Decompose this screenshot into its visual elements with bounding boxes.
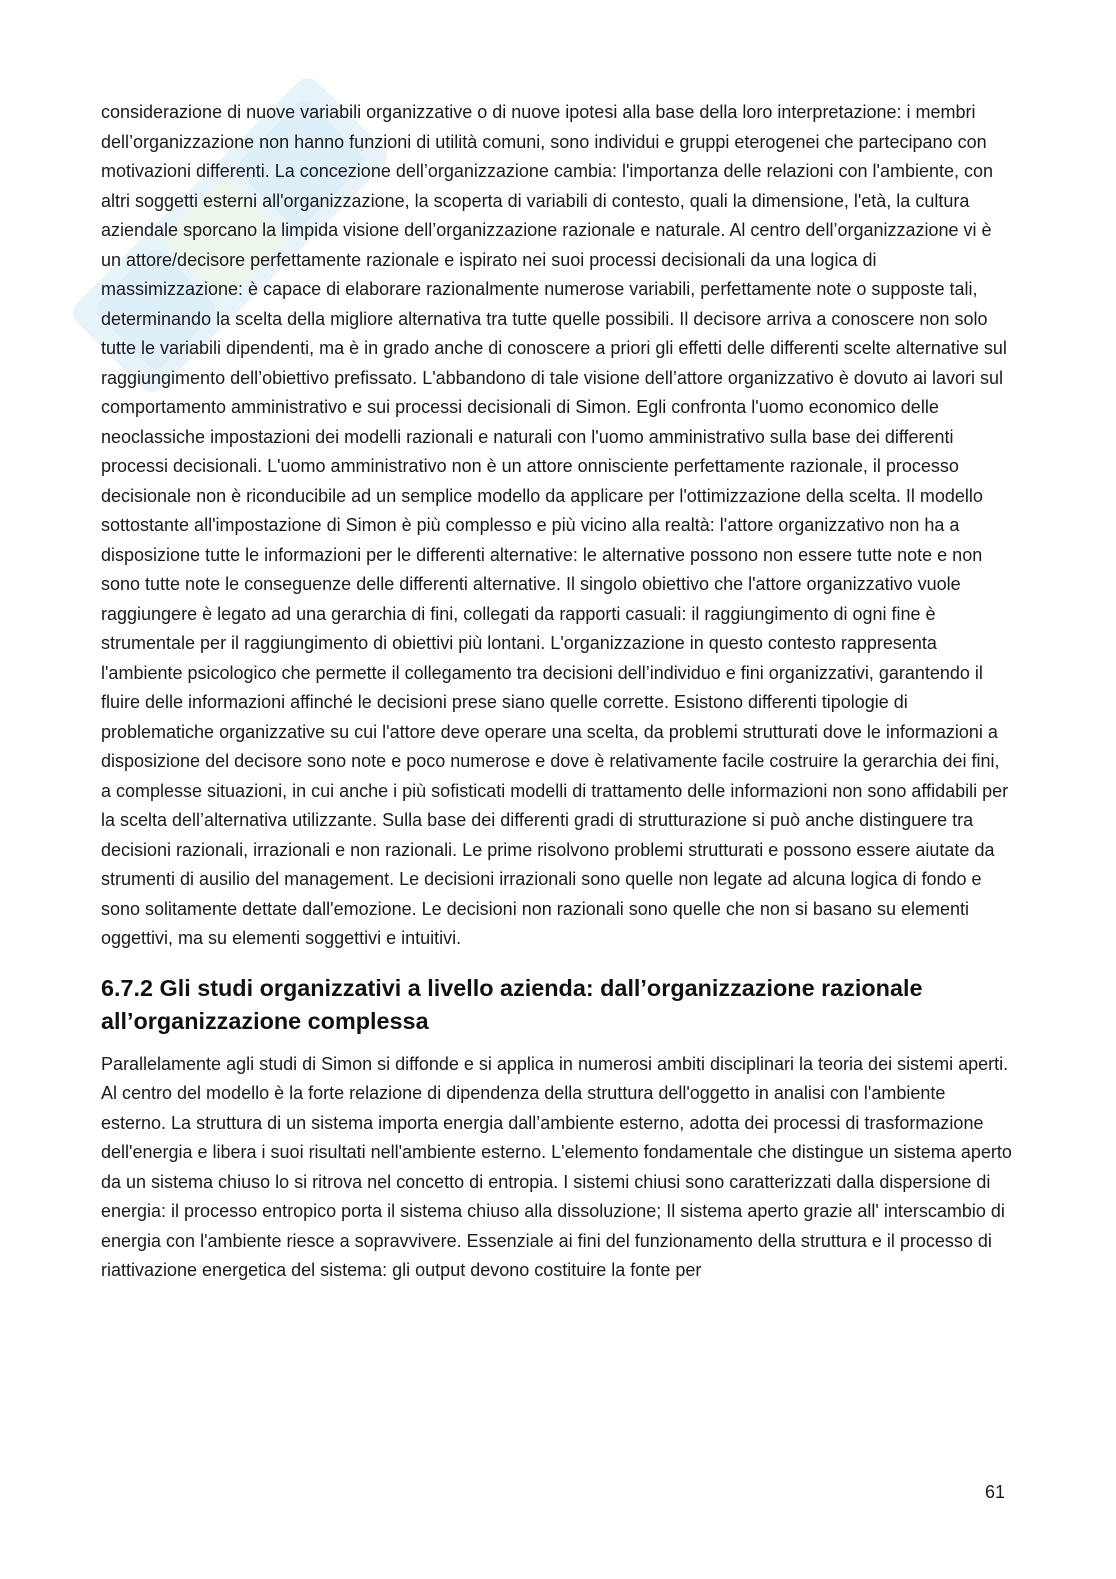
body-paragraph-1: considerazione di nuove variabili organizzative o di nuove ipotesi alla base della loro interpretazione: i membri dell’organizzazione non hanno funzioni di utilità comuni, sono individui e gruppi eterogenei che partecipano con motivazioni differenti. La concezione dell’organizzazione cambia: l'importanza delle relazioni con l'ambiente, con altri soggetti esterni all'organizzazione, la scoperta di variabili di contesto, quali la dimensione, l'età, la cultura aziendale sporcano la limpida visione dell’organizzazione razionale e naturale. Al centro dell’organizzazione vi è un attore/decisore perfettamente razionale e ispirato nei suoi processi decisionali da una logica di massimizzazione: è capace di elaborare razionalmente numerose variabili, perfettamente note o supposte tali, determinando la scelta della migliore alternativa tra tutte quelle possibili. Il decisore arriva a conoscere non solo tutte le variabili dipendenti, ma è in grado anche di conoscere a priori gli effetti delle differenti scelte alternative sul raggiungimento dell’obiettivo prefissato. L'abbandono di tale visione dell’attore organizzativo è dovuto ai lavori sul comportamento amministrativo e sui processi decisionali di Simon. Egli confronta l'uomo economico delle neoclassiche impostazioni dei modelli razionali e naturali con l'uomo amministrativo sulla base dei differenti processi decisionali. L'uomo amministrativo non è un attore onnisciente perfettamente razionale, il processo decisionale non è riconducibile ad un semplice modello da applicare per l'ottimizzazione della scelta. Il modello sottostante all'impostazione di Simon è più complesso e più vicino alla realtà: l'attore organizzativo non ha a disposizione tutte le informazioni per le differenti alternative: le alternative possono non essere tutte note e non sono tutte note le conseguenze delle differenti alternative. Il singolo obiettivo che l'attore organizzativo vuole raggiungere è legato ad una gerarchia di fini, collegati da rapporti casuali: il raggiungimento di ogni fine è strumentale per il raggiungimento di obiettivi più lontani. L'organizzazione in questo contesto rappresenta l'ambiente psicologico che permette il collegamento tra decisioni dell’individuo e fini organizzativi, garantendo il fluire delle informazioni affinché le decisioni prese siano quelle corrette. Esistono differenti tipologie di problematiche organizzative su cui l'attore deve operare una scelta, da problemi strutturati dove le informazioni a disposizione del decisore sono note e poco numerose e dove è relativamente facile costruire la gerarchia dei fini, a complesse situazioni, in cui anche i più sofisticati modelli di trattamento delle informazioni non sono affidabili per la scelta dell’alternativa utilizzante. Sulla base dei differenti gradi di strutturazione si può anche distinguere tra decisioni razionali, irrazionali e non razionali. Le prime risolvono problemi strutturati e possono essere aiutate da strumenti di ausilio del management. Le decisioni irrazionali sono quelle non legate ad alcuna logica di fondo e sono solitamente dettate dall'emozione. Le decisioni non razionali sono quelle che non si basano su elementi oggettivi, ma su elementi soggettivi e intuitivi. bbox=[101, 102, 1009, 948]
section-heading: 6.7.2 Gli studi organizzativi a livello azienda: dall’organizzazione razionale all’organizzazione complessa bbox=[101, 974, 923, 1034]
document-page bbox=[101, 98, 1013, 1286]
page-number: 61 bbox=[985, 1482, 1006, 1502]
body-paragraph-2: Parallelamente agli studi di Simon si diffonde e si applica in numerosi ambiti disciplinari la teoria dei sistemi aperti. Al centro del modello è la forte relazione di dipendenza della struttura dell'oggetto in analisi con l'ambiente esterno. La struttura di un sistema importa energia dall’ambiente esterno, adotta dei processi di trasformazione dell'energia e libera i suoi risultati nell'ambiente esterno. L'elemento fondamentale che distingue un sistema aperto da un sistema chiuso lo si ritrova nel concetto di entropia. I sistemi chiusi sono caratterizzati dalla dispersione di energia: il processo entropico porta il sistema chiuso alla dissoluzione; Il sistema aperto grazie all' interscambio di energia con l'ambiente riesce a sopravvivere. Essenziale ai fini del funzionamento della struttura e il processo di riattivazione energetica del sistema: gli output devono costituire la fonte per bbox=[101, 1053, 1012, 1280]
